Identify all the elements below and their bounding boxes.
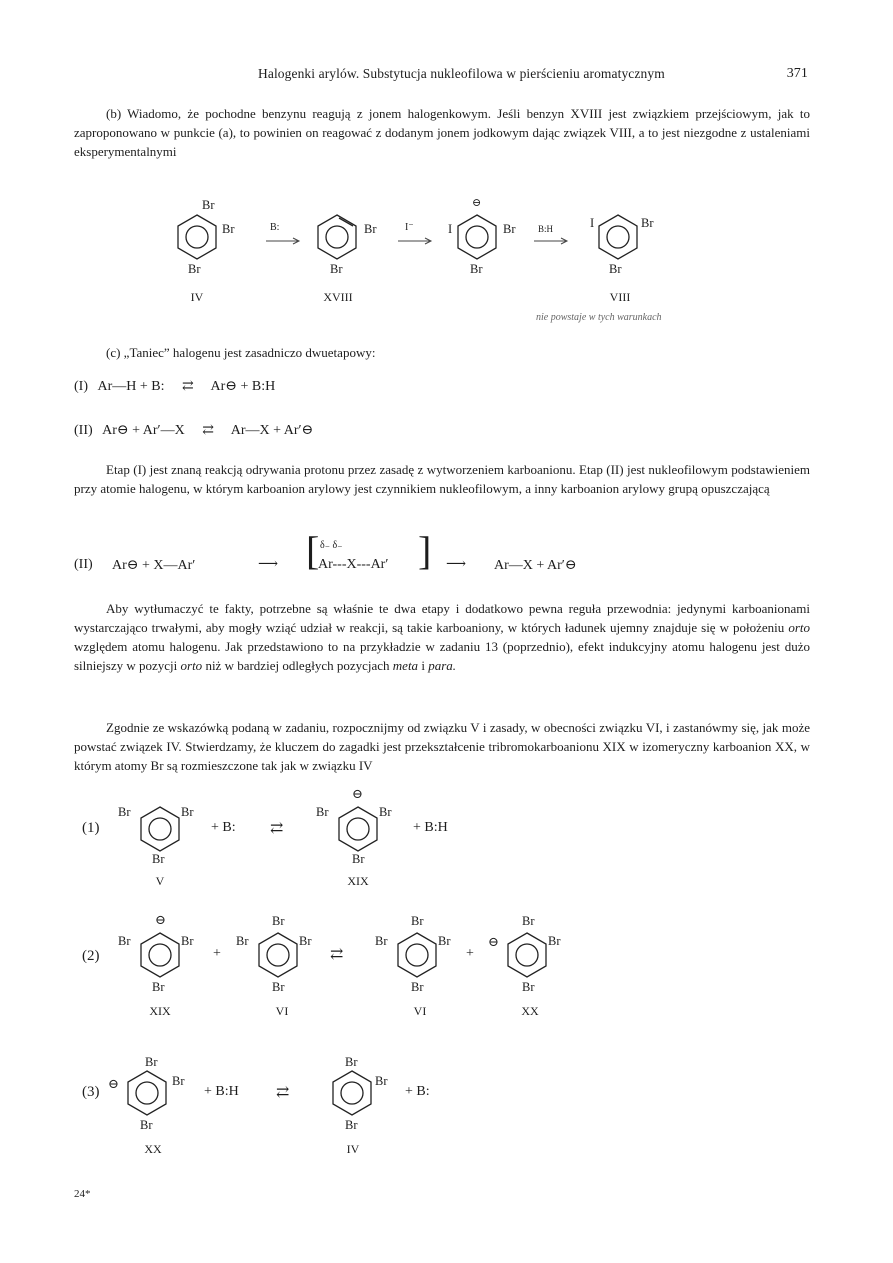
benzene-ring-icon (596, 212, 640, 262)
compound-label: XVIII (323, 290, 353, 304)
compound-label: IV (190, 290, 204, 304)
paragraph-b: (b) Wiadomo, że pochodne benzynu reagują z jonem halogenkowym. Jeśli benzyn XVIII jest związkiem przejściowym, jak to zaproponowano w punkcie (a), to powinien on reagować z dodanym jonem jodkowym dając związek VIII, a to jest niezgodne z ustaleniami eksperymentalnymi (74, 106, 810, 159)
benzene-ring-icon (175, 212, 219, 262)
right-arrow-icon (266, 237, 302, 245)
transition-state: Ar---X---Ar′ (318, 557, 389, 572)
substituent-br: Br (202, 198, 215, 212)
substituent-br: Br (188, 262, 201, 276)
benzene-ring-icon (256, 930, 300, 980)
equilibrium-arrow-icon: ⇄ (276, 1084, 290, 1101)
carbanion-charge: ⊖ (352, 786, 363, 801)
carbanion-charge: ⊖ (488, 934, 499, 949)
substituent-br: Br (503, 222, 516, 236)
equilibrium-arrow-icon: ⇄ (270, 820, 284, 837)
equilibrium-arrow-icon: ⇄ (202, 423, 214, 438)
bracket-right: ] (418, 528, 432, 573)
benzene-ring-icon (138, 930, 182, 980)
benzene-ring-icon (455, 212, 499, 262)
document-page: Halogenki arylów. Substytucja nukleofilowa w pierścieniu aromatycznym 371 (b) Wiadomo, że pochodne benzynu reagują z jonem halogenkowym. Jeśli benzyn XVIII jest związkiem przejściowym, jak to zaproponowano w punkcie (a), to powinien on reagować z dodanym jonem jodkowym dając związek VIII, a to jest niezgodne z ustaleniami eksperymentalnymi Br Br Br IV B: Br Br XVIII I⁻ ⊖ I Br Br B:H I Br Br VIII nie powstaje w tych warunkach (c) „Taniec” halogenu jest zasadniczo dwuetapowy: (I) Ar—H + B: ⇄ Ar⊖ + B:H (II) Ar⊖ + Ar′—X ⇄ Ar—X + Ar′⊖ Etap (I) jest znaną reakcją odrywania protonu przez zasadę z wytworzeniem karboanionu. Etap (II) jest nukleofilowym podstawieniem przy atomie halogenu, w którym karboanion arylowy jest czynnikiem nukleofilowym, a inny karboanion arylowy grupą opuszczającą (II) Ar⊖ + X—Ar′ ⟶ [ δ₋ δ₋ Ar---X---Ar′ ] ⟶ Ar—X + Ar′⊖ Aby wytłumaczyć te fakty, potrzebne są właśnie te dwa etapy i dodatkowo pewna reguła przewodnia: jedynymi karboanionami wystarczająco trwałymi, aby mogły wziąć udział w reakcji, są takie karboaniony, w których ładunek ujemny znajduje się w położeniu orto względem atomu halogenu. Jak przedstawiono to na przykładzie w zadaniu 13 (poprzednio), efekt indukcyjny atomu halogenu jest dużo silniejszy w pozycji orto niż w bardziej odległych pozycjach meta i para. Zgodnie ze wskazówką podaną w zadaniu, rozpocznijmy od związku V i zasady, w obecności związku VI, i zastanówmy się, jak może powstać związek IV. Stwierdzamy, że kluczem do zagadki jest przekształcenie tribromokarboanionu XIX w izomeryczny karboanion XX, w którym atomy Br są rozmieszczone tak jak w związku IV (1) Br Br Br V + B: ⇄ ⊖ Br Br Br XIX + B:H (2) ⊖ Br Br Br XIX + Br Br Br Br VI ⇄ Br Br Br Br VI + Br ⊖ Br Br XX (3) ⊖ Br Br Br XX + B:H ⇄ Br Br Br IV + B: 24* (74, 66, 810, 1200)
substituent-i: I (590, 216, 595, 230)
substituent-br: Br (222, 222, 235, 236)
benzene-ring-icon (138, 804, 182, 854)
arrow-reagent: I⁻ (405, 222, 414, 233)
carbanion-charge: ⊖ (108, 1076, 119, 1091)
equation-2: (II) Ar⊖ + Ar′—X ⇄ Ar—X + Ar′⊖ (74, 423, 314, 438)
scheme-note: nie powstaje w tych warunkach (536, 312, 662, 323)
bracket-left: [ (306, 528, 320, 573)
substituent-br: Br (609, 262, 622, 276)
substituent-br: Br (641, 216, 654, 230)
paragraph-c: (c) „Taniec” halogenu jest zasadniczo dwuetapowy: (106, 345, 376, 360)
benzyne-ring-icon (315, 212, 359, 262)
carbanion-charge: ⊖ (155, 912, 166, 927)
paragraph-aby: Aby wytłumaczyć te fakty, potrzebne są właśnie te dwa etapy i dodatkowo pewna reguła przewodnia: jedynymi karboanionami wystarczająco trwałymi, aby mogły wziąć udział w reakcji, są takie karboaniony, w których ładunek ujemny znajduje się w położeniu orto względem atomu halogenu. Jak przedstawiono to na przykładzie w zadaniu 13 (poprzednio), efekt indukcyjny atomu halogenu jest dużo silniejszy w pozycji orto niż w bardziej odległych pozycjach meta i para. (74, 601, 810, 673)
paragraph-etap: Etap (I) jest znaną reakcją odrywania protonu przez zasadę z wytworzeniem karboanionu. Etap (II) jest nukleofilowym podstawieniem przy atomie halogenu, w którym karboanion arylowy jest czynnikiem nukleofilowym, a inny karboanion arylowy grupą opuszczającą (74, 462, 810, 496)
right-arrow-icon (398, 237, 434, 245)
footer-signature: 24* (74, 1188, 91, 1200)
right-arrow-icon: ⟶ (446, 557, 467, 572)
equilibrium-arrow-icon: ⇄ (182, 379, 194, 394)
equilibrium-arrow-icon: ⇄ (330, 946, 344, 963)
benzene-ring-icon (395, 930, 439, 980)
paragraph-zgodnie: Zgodnie ze wskazówką podaną w zadaniu, rozpocznijmy od związku V i zasady, w obecności związku VI, i zastanówmy się, jak może powstać związek IV. Stwierdzamy, że kluczem do zagadki jest przekształcenie tribromokarboanionu XIX w izomeryczny karboanion XX, w którym atomy Br są rozmieszczone tak jak w związku IV (74, 720, 810, 773)
equation-1: (I) Ar—H + B: ⇄ Ar⊖ + B:H (74, 379, 276, 394)
header-title: Halogenki arylów. Substytucja nukleofilowa w pierścieniu aromatycznym (258, 66, 665, 81)
substituent-br: Br (470, 262, 483, 276)
partial-charges: δ₋ δ₋ (320, 540, 343, 551)
benzene-ring-icon (336, 804, 380, 854)
benzene-ring-icon (125, 1068, 169, 1118)
benzene-ring-icon (505, 930, 549, 980)
right-arrow-icon: ⟶ (258, 557, 279, 572)
right-arrow-icon (534, 237, 570, 245)
benzene-ring-icon (330, 1068, 374, 1118)
page-number: 371 (786, 66, 808, 81)
carbanion-charge: ⊖ (472, 197, 482, 209)
compound-label: VIII (609, 290, 631, 304)
arrow-reagent: B: (270, 222, 280, 233)
substituent-br: Br (330, 262, 343, 276)
arrow-reagent: B:H (538, 224, 554, 234)
running-header (258, 66, 808, 82)
substituent-i: I (448, 222, 453, 236)
substituent-br: Br (364, 222, 377, 236)
